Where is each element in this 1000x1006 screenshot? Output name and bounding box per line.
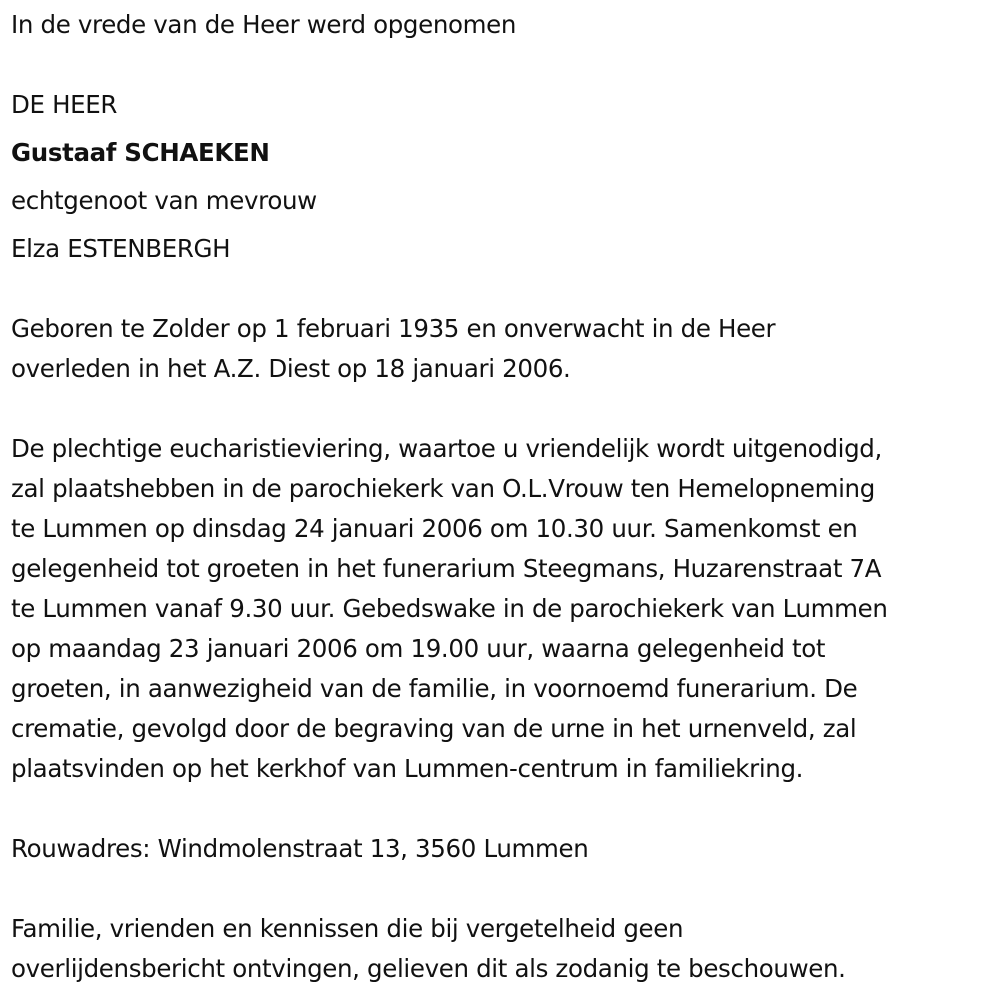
ceremony-line: groeten, in aanwezigheid van de familie, in voornoemd funerarium. De [11, 674, 858, 703]
ceremony-line: De plechtige eucharistieviering, waartoe u vriendelijk wordt uitgenodigd, [11, 434, 882, 463]
notice-line: Familie, vrienden en kennissen die bij vergetelheid geen [11, 914, 684, 943]
ceremony-line: te Lummen op dinsdag 24 januari 2006 om 10.30 uur. Samenkomst en [11, 514, 858, 543]
intro-text: In de vrede van de Heer werd opgenomen [11, 10, 517, 39]
ceremony-line: crematie, gevolgd door de begraving van de urne in het urnenveld, zal [11, 714, 857, 743]
ceremony-line: plaatsvinden op het kerkhof van Lummen-centrum in familiekring. [11, 754, 804, 783]
birth-death-line: Geboren te Zolder op 1 februari 1935 en onverwacht in de Heer [11, 314, 776, 343]
ceremony-line: gelegenheid tot groeten in het funerarium Steegmans, Huzarenstraat 7A [11, 554, 882, 583]
ceremony-line: te Lummen vanaf 9.30 uur. Gebedswake in de parochiekerk van Lummen [11, 594, 888, 623]
ceremony-line: zal plaatshebben in de parochiekerk van O.L.Vrouw ten Hemelopneming [11, 474, 875, 503]
notice-line: overlijdensbericht ontvingen, gelieven dit als zodanig te beschouwen. [11, 954, 846, 983]
deceased-name: Gustaaf SCHAEKEN [11, 138, 270, 167]
honorific: DE HEER [11, 90, 118, 119]
ceremony-line: op maandag 23 januari 2006 om 19.00 uur, waarna gelegenheid tot [11, 634, 826, 663]
spouse-name: Elza ESTENBERGH [11, 234, 231, 263]
birth-death-line: overleden in het A.Z. Diest op 18 januari 2006. [11, 354, 571, 383]
mourning-address: Rouwadres: Windmolenstraat 13, 3560 Lummen [11, 834, 589, 863]
relation-text: echtgenoot van mevrouw [11, 186, 317, 215]
